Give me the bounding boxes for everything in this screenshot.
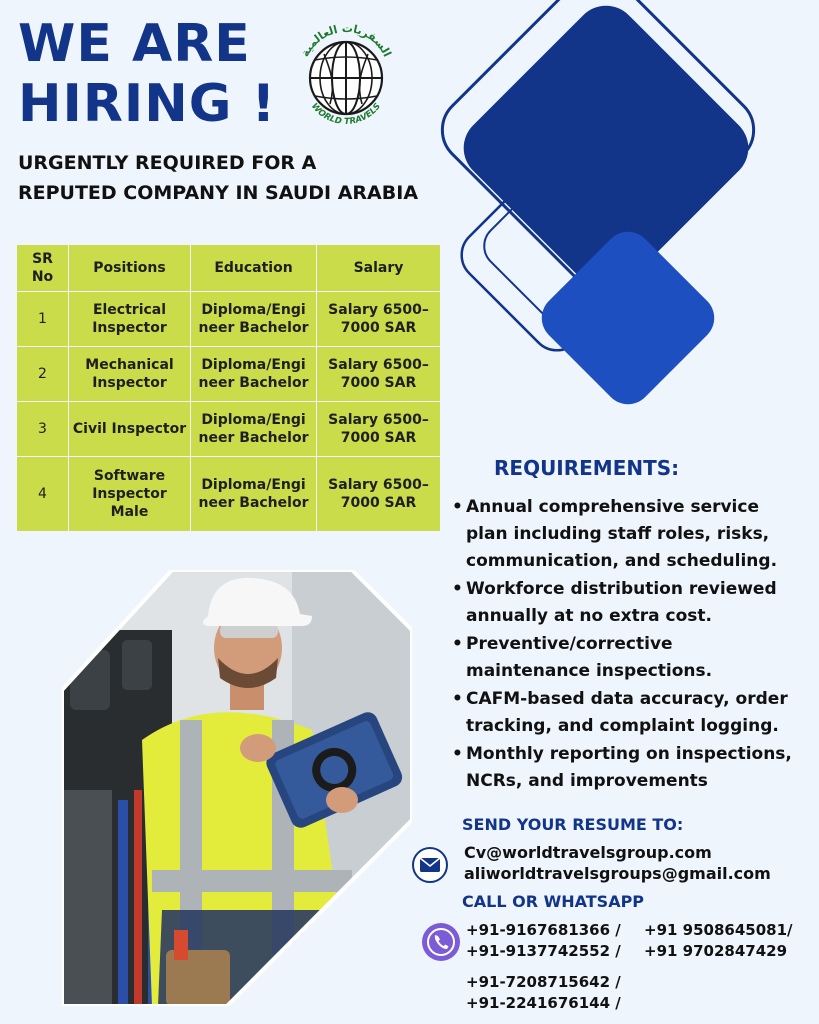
- cell-position: Software Inspector Male: [69, 457, 191, 532]
- email-addresses: [464, 842, 771, 884]
- globe-icon: [310, 42, 382, 114]
- header-education: Education: [191, 245, 317, 292]
- subheading-line-1: URGENTLY REQUIRED FOR A: [18, 152, 317, 174]
- header-salary: Salary: [317, 245, 441, 292]
- envelope-icon: [411, 846, 449, 884]
- cell-education: Diploma/Engi neer Bachelor: [191, 347, 317, 402]
- positions-table: [16, 244, 441, 532]
- send-resume-title: SEND YOUR RESUME TO:: [462, 815, 684, 834]
- table-row: [17, 457, 441, 532]
- cell-salary: Salary 6500– 7000 SAR: [317, 457, 441, 532]
- cell-sr: 1: [17, 292, 69, 347]
- list-item: • Preventive/corrective maintenance inspections.: [452, 631, 816, 685]
- inspector-photo: [62, 570, 412, 1006]
- cell-sr: 4: [17, 457, 69, 532]
- list-item: • Annual comprehensive service plan including staff roles, risks, communication, and scheduling.: [452, 494, 816, 575]
- email-link-ali[interactable]: aliworldtravelsgroups@gmail.com: [464, 864, 771, 883]
- subheading: [18, 148, 458, 208]
- phone-numbers: [466, 920, 793, 1014]
- logo-name: WORLD TRAVELS: [309, 101, 383, 128]
- phone-number[interactable]: +91-2241676144 /: [466, 994, 621, 1012]
- subheading-line-2: REPUTED COMPANY IN SAUDI ARABIA: [18, 182, 419, 204]
- cell-education: Diploma/Engi neer Bachelor: [191, 292, 317, 347]
- email-link-cv[interactable]: Cv@worldtravelsgroup.com: [464, 843, 712, 862]
- cell-education: Diploma/Engi neer Bachelor: [191, 402, 317, 457]
- world-travels-logo: [290, 14, 402, 138]
- table-row: [17, 347, 441, 402]
- viber-phone-icon: [421, 922, 461, 962]
- table-row: [17, 402, 441, 457]
- header-sr-no: SR No: [17, 245, 69, 292]
- decorative-shapes: [400, 0, 819, 440]
- cell-salary: Salary 6500– 7000 SAR: [317, 292, 441, 347]
- cell-education: Diploma/Engi neer Bachelor: [191, 457, 317, 532]
- headline-line-1: WE ARE: [18, 14, 251, 74]
- list-item: • Workforce distribution reviewed annually at no extra cost.: [452, 576, 816, 630]
- headline-line-2: HIRING !: [18, 74, 277, 134]
- cell-sr: 3: [17, 402, 69, 457]
- call-whatsapp-title: CALL OR WHATSAPP: [462, 892, 645, 911]
- cell-position: Electrical Inspector: [69, 292, 191, 347]
- requirements-title: REQUIREMENTS:: [494, 456, 680, 480]
- list-item: • CAFM-based data accuracy, order tracking, and complaint logging.: [452, 686, 816, 740]
- logo-arabic-text: السفريات العالمية: [298, 21, 394, 59]
- cell-salary: Salary 6500– 7000 SAR: [317, 402, 441, 457]
- table-header-row: [17, 245, 441, 292]
- phone-number[interactable]: +91 9702847429: [644, 942, 788, 960]
- cell-position: Civil Inspector: [69, 402, 191, 457]
- headline: [18, 14, 276, 134]
- cell-sr: 2: [17, 347, 69, 402]
- header-positions: Positions: [69, 245, 191, 292]
- cell-salary: Salary 6500– 7000 SAR: [317, 347, 441, 402]
- cell-position: Mechanical Inspector: [69, 347, 191, 402]
- list-item: • Monthly reporting on inspections, NCRs, and improvements: [452, 741, 816, 795]
- table-row: [17, 292, 441, 347]
- phone-number[interactable]: +91-9167681366 /: [466, 921, 621, 939]
- phone-number[interactable]: +91-7208715642 /: [466, 973, 621, 991]
- phone-number[interactable]: +91 9508645081/: [644, 921, 793, 939]
- requirements-list: [452, 494, 816, 796]
- phone-number[interactable]: +91-9137742552 /: [466, 942, 621, 960]
